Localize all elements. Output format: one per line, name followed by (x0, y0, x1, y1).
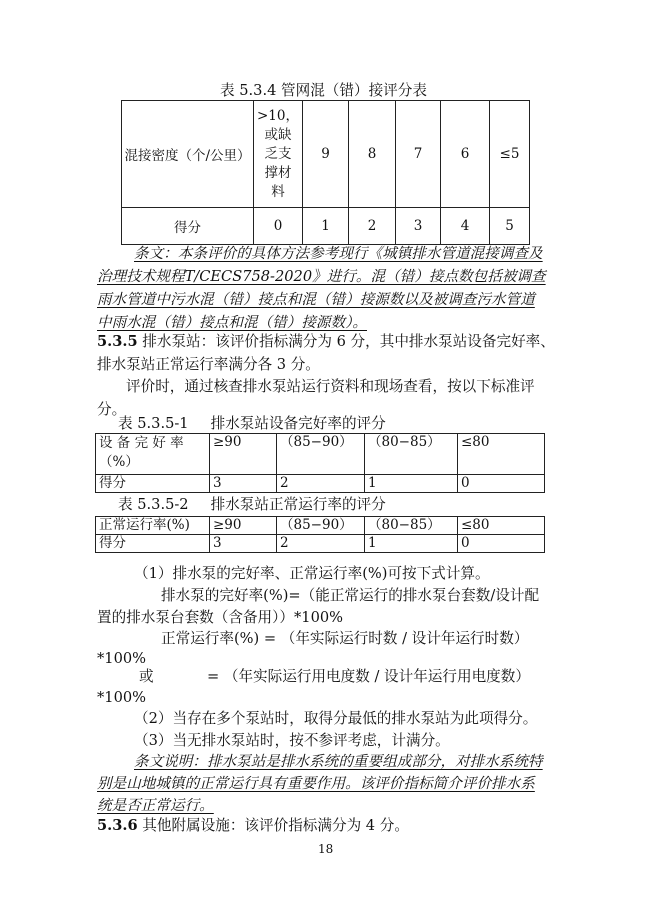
table-cell: 得分 (122, 208, 254, 245)
formula-line: 置的排水泵台套数（含备用））*100% (97, 609, 344, 626)
table-cell: ≤80 (458, 517, 545, 535)
table-cell: ≤5 (490, 101, 530, 208)
page-number: 18 (318, 842, 334, 856)
table-cell: 得分 (96, 475, 210, 493)
clause-note-line: 中雨水混（错）接点和混（错）接源数）。 (97, 314, 367, 331)
table-cell: 3 (210, 535, 277, 553)
table-row (96, 517, 545, 535)
clause-note-line: 治理技术规程T/CECS758-2020》进行。混（错）接点数包括被调查 (97, 268, 546, 285)
formula-line: *100% (97, 689, 147, 706)
table-cell: 0 (254, 208, 303, 245)
section-number: 5.3.6 (97, 817, 138, 834)
table-caption: 表 5.3.4 管网混（错）接评分表 (220, 82, 427, 99)
table-cell: 混接密度（个/公里） (122, 101, 254, 208)
formula-line: 或 (139, 668, 154, 685)
table-cell: 2 (277, 535, 365, 553)
table-cell: 0 (458, 475, 545, 493)
table-cell: 正常运行率(%) (96, 517, 210, 535)
table-cell: ≥90 (210, 434, 277, 475)
table-cell: 得分 (96, 535, 210, 553)
table-caption: 表 5.3.5-2 排水泵站正常运行率的评分 (118, 496, 386, 513)
table-row (96, 535, 545, 553)
table-caption: 表 5.3.5-1 排水泵站设备完好率的评分 (118, 415, 386, 432)
operation-rate-table (95, 516, 545, 553)
table-cell: （85−90） (277, 517, 365, 535)
formula-line: （2）当存在多个泵站时，取得分最低的排水泵站为此项得分。 (134, 710, 538, 727)
table-cell: >10， 或缺 乏支 撑材 料 (254, 101, 303, 208)
clause-note-line: 条文说明：排水泵站是排水系统的重要组成部分，对排水系统特 (134, 753, 543, 770)
clause-note-line: 雨水管道中污水混（错）接点和混（错）接源数以及被调查污水管道 (97, 291, 535, 308)
table-cell: （80−85） (365, 434, 458, 475)
table-cell: 5 (490, 208, 530, 245)
table-row (122, 208, 530, 245)
clause-note-line: 别是山地城镇的正常运行具有重要作用。该评价指标简介评价排水系 (97, 775, 535, 792)
paragraph-line: 排水泵站正常运行率满分各 3 分。 (97, 356, 320, 373)
formula-line: *100% (97, 650, 147, 667)
table-cell: （80−85） (365, 517, 458, 535)
formula-line: = （年实际运行用电度数 / 设计年运行用电度数） (207, 668, 530, 685)
table-cell: 2 (277, 475, 365, 493)
table-cell: 9 (303, 101, 349, 208)
formula-line: （3）当无排水泵站时，按不参评考虑，计满分。 (134, 732, 450, 749)
equipment-rate-table (95, 433, 545, 493)
clause-note-line: 统是否正常运行。 (97, 797, 214, 814)
table-cell: （85−90） (277, 434, 365, 475)
table-cell: 4 (441, 208, 490, 245)
section-number: 5.3.5 (97, 333, 138, 350)
table-cell: 7 (396, 101, 441, 208)
table-cell: 1 (365, 475, 458, 493)
table-cell: 0 (458, 535, 545, 553)
table-cell: ≥90 (210, 517, 277, 535)
table-cell: 8 (349, 101, 396, 208)
table-cell: 1 (365, 535, 458, 553)
table-cell: 2 (349, 208, 396, 245)
table-row (122, 101, 530, 208)
table-cell: 6 (441, 101, 490, 208)
table-cell: ≤80 (458, 434, 545, 475)
table-row (96, 434, 545, 475)
table-cell: 设 备 完 好 率 （%） (96, 434, 210, 475)
formula-line: 正常运行率(%) = （年实际运行时数 / 设计年运行时数） (161, 630, 529, 647)
formula-line: （1）排水泵的完好率、正常运行率(%)可按下式计算。 (134, 565, 490, 582)
table-row (96, 475, 545, 493)
section-5-3-6-line: 5.3.6 其他附属设施：该评价指标满分为 4 分。 (97, 817, 409, 834)
clause-note-line: 条文：本条评价的具体方法参考现行《城镇排水管道混接调查及 (134, 245, 543, 262)
formula-line: 排水泵的完好率(%)=（能正常运行的排水泵台套数/设计配 (161, 587, 540, 604)
paragraph-line: 评价时，通过核查排水泵站运行资料和现场查看，按以下标准评 (126, 378, 535, 395)
table-cell: 1 (303, 208, 349, 245)
table-cell: 3 (210, 475, 277, 493)
section-5-3-5-line: 5.3.5 排水泵站：该评价指标满分为 6 分，其中排水泵站设备完好率、 (97, 333, 555, 350)
mixing-score-table (121, 100, 530, 245)
paragraph-line: 分。 (97, 401, 127, 418)
table-cell: 3 (396, 208, 441, 245)
